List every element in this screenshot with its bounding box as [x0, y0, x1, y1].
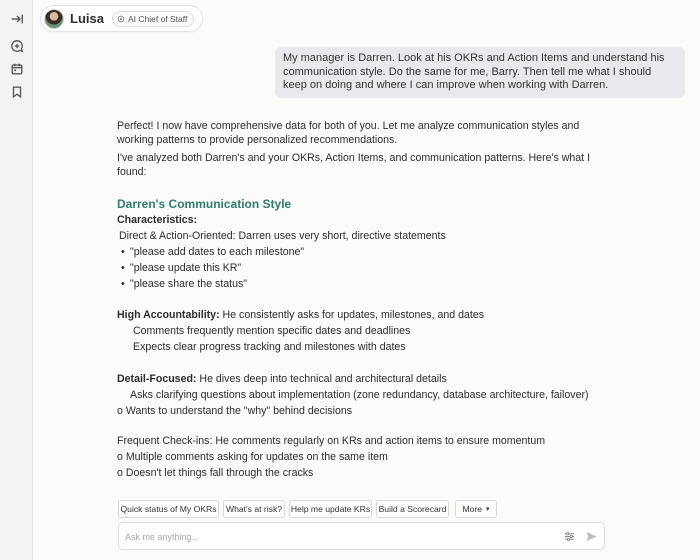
user-message: My manager is Darren. Look at his OKRs and Action Items and understand his communication style. Do the same for me, Barry. Then tell me what I should keep on doing and where I can improve when working with Darren. — [275, 47, 685, 98]
accountability-line — [117, 309, 484, 322]
direct-line: Direct & Action-Oriented: Darren uses very short, directive statements — [119, 230, 446, 242]
checkins-line: Frequent Check-ins: He comments regularly on KRs and action items to ensure momentum — [117, 435, 546, 447]
reply-intro-line: I've analyzed both Darren's and your OKRs, Action Items, and communication patterns. Here's what I — [117, 152, 591, 164]
detail-text: He dives deep into technical and architectural details — [196, 373, 447, 385]
send-icon[interactable] — [585, 530, 598, 543]
bookmarks-button[interactable] — [8, 83, 25, 100]
characteristics-label: Characteristics: — [117, 214, 198, 226]
chip-more[interactable] — [455, 500, 497, 518]
calendar-icon — [10, 62, 24, 76]
role-badge-label: AI Chief of Staff — [127, 13, 188, 24]
detail-line — [117, 373, 447, 386]
composer — [118, 522, 605, 550]
avatar — [44, 9, 64, 29]
collapse-sidebar-button[interactable] — [8, 10, 25, 27]
chevron-down-icon: ▾ — [486, 506, 490, 513]
assistant-name: Luisa — [70, 11, 104, 26]
list-item: • "please share the status" — [117, 278, 247, 291]
role-badge — [112, 11, 194, 27]
sidebar — [0, 0, 33, 560]
accountability-label: High Accountability: — [117, 309, 220, 321]
list-item: o Multiple comments asking for updates on the same item — [117, 451, 388, 463]
sparkle-icon — [117, 15, 125, 23]
calendar-button[interactable] — [8, 60, 25, 77]
list-item: • "please update this KR" — [117, 262, 241, 275]
accountability-text: He consistently asks for updates, milestones, and dates — [219, 309, 485, 321]
settings-sliders-icon[interactable] — [564, 531, 575, 542]
arrow-right-bar-icon — [10, 12, 24, 26]
detail-label: Detail-Focused: — [117, 373, 197, 385]
chat-input[interactable] — [125, 527, 545, 547]
assistant-header[interactable] — [40, 5, 203, 32]
new-chat-button[interactable] — [8, 37, 25, 54]
list-item: Comments frequently mention specific dates and deadlines — [133, 325, 411, 337]
bookmark-icon — [10, 85, 24, 99]
chip-build-scorecard[interactable]: Build a Scorecard — [376, 500, 449, 518]
section-title: Darren's Communication Style — [117, 197, 292, 211]
list-item: Expects clear progress tracking and milestones with dates — [133, 341, 406, 353]
reply-intro-line: found: — [117, 166, 147, 178]
list-item: o Wants to understand the "why" behind decisions — [117, 405, 353, 417]
reply-intro-line: working patterns to provide personalized recommendations. — [117, 134, 398, 146]
reply-intro-line: Perfect! I now have comprehensive data for both of you. Let me analyze communication styles and — [117, 120, 580, 132]
chip-whats-at-risk[interactable]: What's at risk? — [223, 500, 285, 518]
chip-more-label: More — [462, 504, 483, 514]
list-item: o Doesn't let things fall through the cracks — [117, 467, 314, 479]
list-item: Asks clarifying questions about implementation (zone redundancy, database architecture, failover) — [130, 389, 589, 401]
chat-plus-icon — [10, 39, 24, 53]
chip-update-krs[interactable]: Help me update KRs — [289, 500, 372, 518]
list-item: • "please add dates to each milestone" — [117, 246, 304, 259]
chip-quick-status[interactable]: Quick status of My OKRs — [118, 500, 219, 518]
